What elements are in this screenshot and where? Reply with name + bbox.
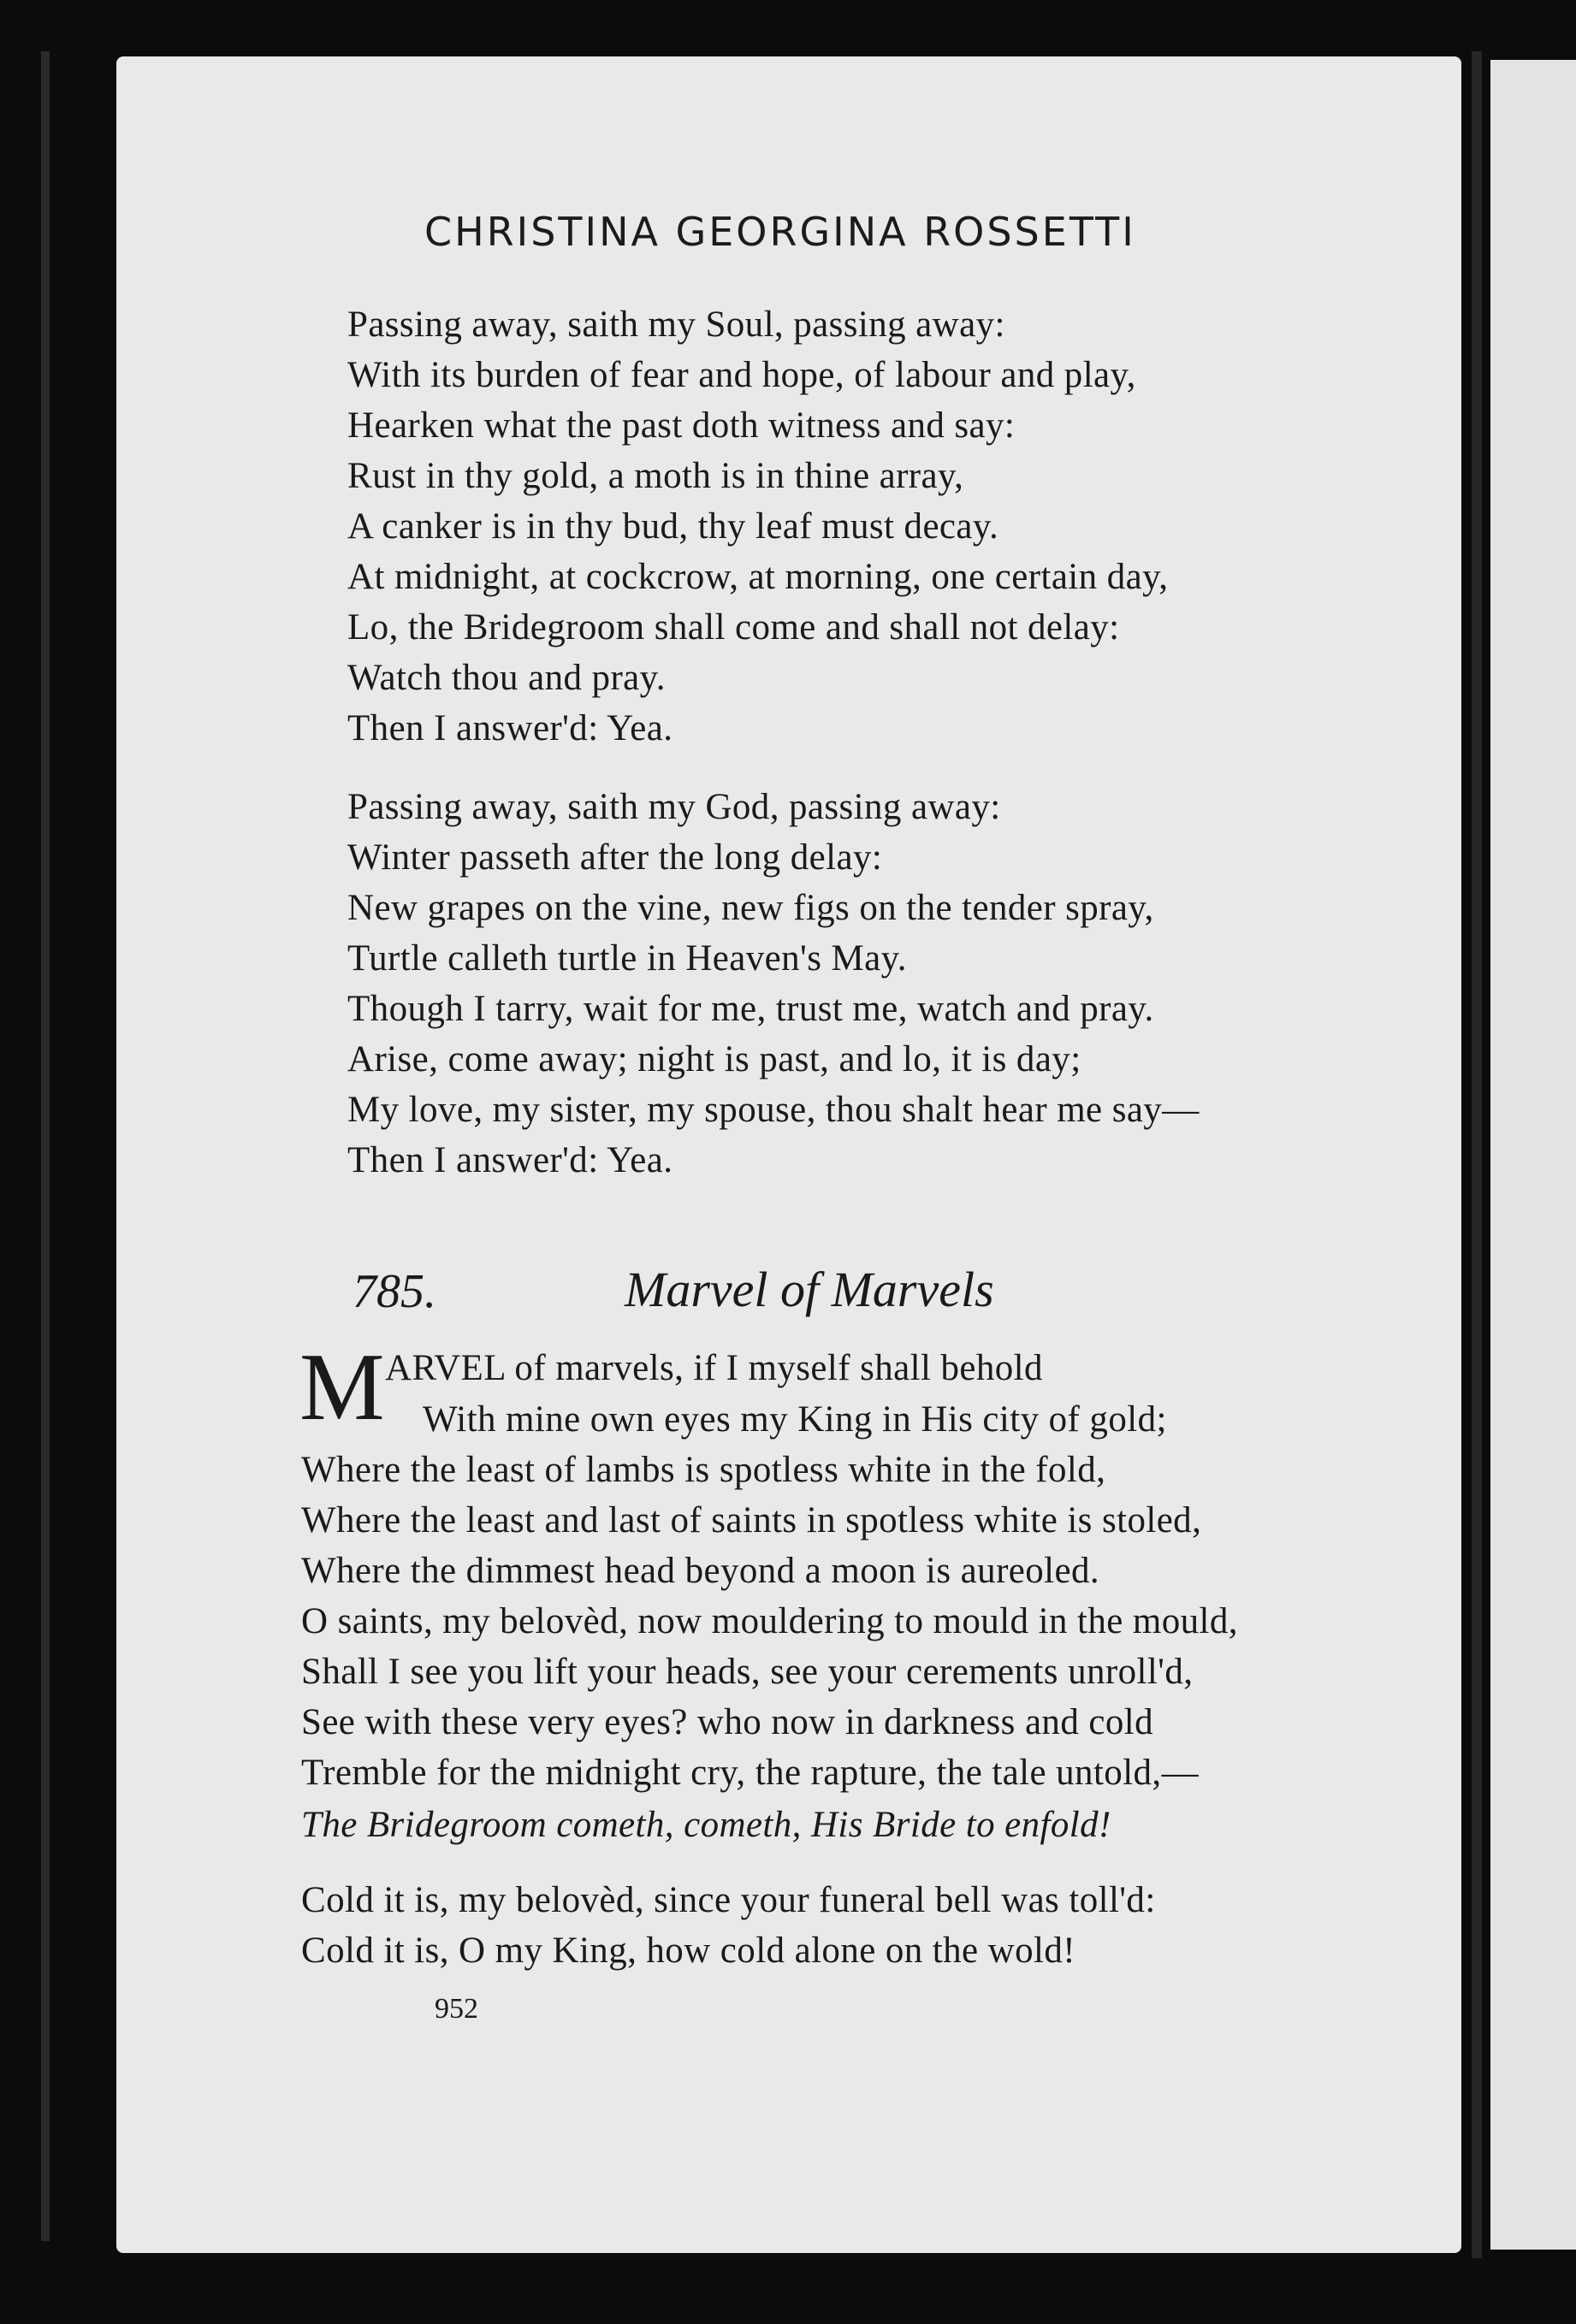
verse-line: Then I answer'd: Yea. [347,1140,673,1180]
verse-line: ARVEL of marvels, if I myself shall behold [385,1348,1043,1388]
verse-line: Though I tarry, wait for me, trust me, watch and pray. [347,989,1154,1029]
verse-line: Winter passeth after the long delay: [347,837,883,878]
drop-cap: M [299,1334,385,1440]
running-header: CHRISTINA GEORGINA ROSSETTI [424,209,1136,255]
verse-line: Arise, come away; night is past, and lo, it is day; [347,1039,1081,1079]
poem-title: Marvel of Marvels [625,1262,994,1317]
verse-line: With mine own eyes my King in His city of gold; [423,1399,1167,1440]
verse-line: O saints, my belovèd, now mouldering to mould in the mould, [301,1601,1238,1641]
verse-line: Lo, the Bridegroom shall come and shall not delay: [347,607,1120,648]
verse-line: Turtle calleth turtle in Heaven's May. [347,938,907,979]
scan-edge-left [41,51,50,2241]
verse-line: Cold it is, my belovèd, since your funeral bell was toll'd: [301,1880,1156,1920]
verse-line: Passing away, saith my Soul, passing away: [347,305,1005,345]
verse-line: Cold it is, O my King, how cold alone on the wold! [301,1931,1076,1971]
verse-line: Tremble for the midnight cry, the rapture, the tale untold,— [301,1753,1199,1793]
verse-line: A canker is in thy bud, thy leaf must decay. [347,506,999,547]
verse-line-italic: The Bridegroom cometh, cometh, His Bride to enfold! [301,1805,1111,1845]
verse-line: With its burden of fear and hope, of labour and play, [347,355,1136,395]
poem-number: 785. [353,1265,436,1318]
verse-line: At midnight, at cockcrow, at morning, one certain day, [347,557,1169,597]
verse-line: Hearken what the past doth witness and say: [347,405,1016,446]
verse-line: Then I answer'd: Yea. [347,708,673,748]
verse-line: Where the least of lambs is spotless white in the fold, [301,1450,1106,1490]
facing-page-edge [1490,60,1576,2250]
verse-line: Where the least and last of saints in spotless white is stoled, [301,1500,1202,1540]
verse-line: See with these very eyes? who now in darkness and cold [301,1702,1154,1742]
verse-line: Shall I see you lift your heads, see your cerements unroll'd, [301,1652,1194,1692]
verse-line: My love, my sister, my spouse, thou shalt hear me say— [347,1090,1200,1130]
book-gutter [1472,51,1482,2258]
verse-line: Watch thou and pray. [347,658,666,698]
page-number: 952 [435,1993,478,2025]
verse-line: Where the dimmest head beyond a moon is aureoled. [301,1551,1100,1591]
verse-line: Passing away, saith my God, passing away: [347,787,1001,827]
verse-line: New grapes on the vine, new figs on the tender spray, [347,888,1154,928]
verse-line: Rust in thy gold, a moth is in thine array, [347,456,964,496]
